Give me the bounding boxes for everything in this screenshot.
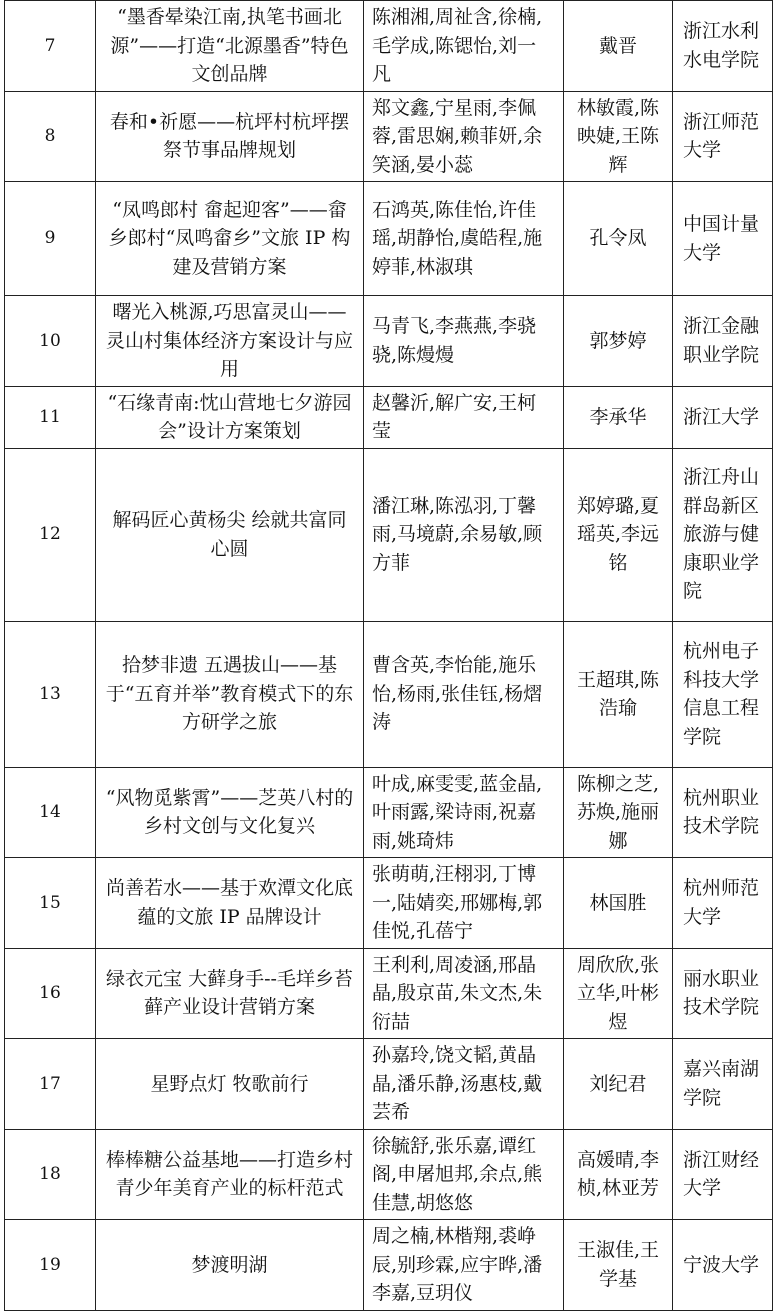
school: 浙江财经大学 [673,1129,773,1220]
advisor: 陈柳之芝,苏焕,施丽娜 [564,767,673,858]
project-title: 春和•祈愿——杭坪村杭坪摆祭节事品牌规划 [96,91,364,182]
award-list-table-container [4,0,772,1311]
project-title: 梦渡明湖 [96,1220,364,1311]
team-members: 曹含英,李怡能,施乐怡,杨雨,张佳钰,杨熠涛 [364,621,564,767]
row-number: 13 [5,621,96,767]
project-title: 拾梦非遗 五遇拔山——基于“五育并举”教育模式下的东方研学之旅 [96,621,364,767]
table-row [5,182,773,296]
advisor: 戴晋 [564,1,673,92]
row-number: 17 [5,1039,96,1130]
team-members: 叶成,麻雯雯,蓝金晶,叶雨露,梁诗雨,祝嘉雨,姚琦炜 [364,767,564,858]
row-number: 16 [5,948,96,1039]
team-members: 王利利,周凌涵,邢晶晶,殷京苗,朱文杰,朱衍喆 [364,948,564,1039]
school: 浙江舟山群岛新区旅游与健康职业学院 [673,448,773,621]
row-number: 8 [5,91,96,182]
advisor: 林国胜 [564,858,673,949]
row-number: 9 [5,182,96,296]
table-body [5,1,773,1311]
advisor: 高媛晴,李桢,林亚芳 [564,1129,673,1220]
table-row [5,1129,773,1220]
team-members: 郑文鑫,宁星雨,李佩蓉,雷思娴,赖菲妍,余笑涵,晏小蕊 [364,91,564,182]
school: 宁波大学 [673,1220,773,1311]
school: 浙江大学 [673,386,773,448]
project-title: “凤鸣郎村 畲起迎客”——畲乡郎村“凤鸣畲乡”文旅 IP 构建及营销方案 [96,182,364,296]
school: 浙江师范大学 [673,91,773,182]
advisor: 王淑佳,王学基 [564,1220,673,1311]
row-number: 14 [5,767,96,858]
row-number: 11 [5,386,96,448]
table-row [5,296,773,387]
advisor: 李承华 [564,386,673,448]
advisor: 刘纪君 [564,1039,673,1130]
advisor: 周欣欣,张立华,叶彬煜 [564,948,673,1039]
project-title: “风物觅紫霄”——芝英八村的乡村文创与文化复兴 [96,767,364,858]
row-number: 12 [5,448,96,621]
project-title: “石缘青南:忱山营地七夕游园会”设计方案策划 [96,386,364,448]
team-members: 周之楠,林楷翔,裘峥辰,别珍霖,应宇晔,潘李嘉,豆玥仪 [364,1220,564,1311]
advisor: 林敏霞,陈映婕,王陈辉 [564,91,673,182]
table-row [5,91,773,182]
advisor: 王超琪,陈浩瑜 [564,621,673,767]
school: 杭州电子科技大学信息工程学院 [673,621,773,767]
school: 杭州职业技术学院 [673,767,773,858]
school: 丽水职业技术学院 [673,948,773,1039]
school: 中国计量大学 [673,182,773,296]
school: 浙江水利水电学院 [673,1,773,92]
team-members: 张萌萌,汪栩羽,丁博一,陆婧奕,邢娜梅,郭佳悦,孔蓓宁 [364,858,564,949]
school: 浙江金融职业学院 [673,296,773,387]
award-list-table [4,0,773,1311]
table-row [5,858,773,949]
school: 嘉兴南湖学院 [673,1039,773,1130]
table-row [5,448,773,621]
row-number: 7 [5,1,96,92]
team-members: 潘江琳,陈泓羽,丁馨雨,马境蔚,余易敏,顾方菲 [364,448,564,621]
team-members: 马青飞,李燕燕,李骁骁,陈熳熳 [364,296,564,387]
table-row [5,948,773,1039]
school: 杭州师范大学 [673,858,773,949]
project-title: 解码匠心黄杨尖 绘就共富同心圆 [96,448,364,621]
project-title: 曙光入桃源,巧思富灵山——灵山村集体经济方案设计与应用 [96,296,364,387]
row-number: 19 [5,1220,96,1311]
table-row [5,1039,773,1130]
team-members: 陈湘湘,周祉含,徐楠,毛学成,陈锶怡,刘一凡 [364,1,564,92]
project-title: 尚善若水——基于欢潭文化底蕴的文旅 IP 品牌设计 [96,858,364,949]
table-row [5,621,773,767]
advisor: 郑婷璐,夏瑶英,李远铭 [564,448,673,621]
advisor: 郭梦婷 [564,296,673,387]
row-number: 15 [5,858,96,949]
advisor: 孔令凤 [564,182,673,296]
project-title: 绿衣元宝 大藓身手--毛垟乡苔藓产业设计营销方案 [96,948,364,1039]
table-row [5,386,773,448]
project-title: 棒棒糖公益基地——打造乡村青少年美育产业的标杆范式 [96,1129,364,1220]
table-row [5,767,773,858]
team-members: 赵馨沂,解广安,王柯莹 [364,386,564,448]
row-number: 18 [5,1129,96,1220]
project-title: “墨香晕染江南,执笔书画北源”——打造“北源墨香”特色文创品牌 [96,1,364,92]
team-members: 石鸿英,陈佳怡,许佳瑶,胡静怡,虞皓程,施婷菲,林淑琪 [364,182,564,296]
project-title: 星野点灯 牧歌前行 [96,1039,364,1130]
team-members: 孙嘉玲,饶文韬,黄晶晶,潘乐静,汤惠枝,戴芸希 [364,1039,564,1130]
row-number: 10 [5,296,96,387]
table-row [5,1,773,92]
team-members: 徐毓舒,张乐嘉,谭红阁,申屠旭邦,余点,熊佳慧,胡悠悠 [364,1129,564,1220]
